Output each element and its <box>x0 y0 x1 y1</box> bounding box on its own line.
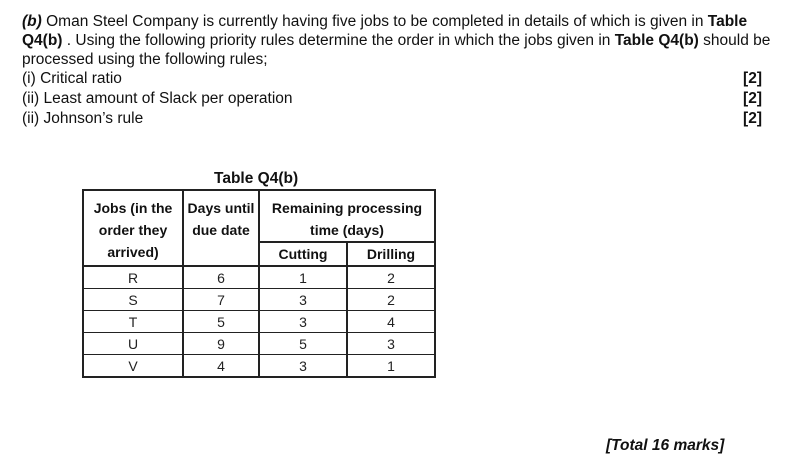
header-days-until-due: Days until due date <box>183 190 259 266</box>
table-row <box>83 289 435 311</box>
question-text <box>22 12 772 129</box>
cell-drilling: 3 <box>347 333 435 355</box>
cell-days: 7 <box>183 289 259 311</box>
header-remaining-processing-time: Remaining processing time (days) <box>259 190 435 242</box>
cell-cutting: 3 <box>259 355 347 378</box>
rule-item-critical-ratio <box>22 69 762 89</box>
rule-item-johnsons-rule <box>22 109 762 129</box>
cell-cutting: 1 <box>259 266 347 289</box>
total-marks: [Total 16 marks] <box>606 437 725 454</box>
rule-item-least-slack <box>22 89 762 109</box>
rule-text: (i) Critical ratio <box>22 70 122 87</box>
table-row <box>83 311 435 333</box>
cell-job: R <box>83 266 183 289</box>
rule-text: (ii) Johnson’s rule <box>22 110 144 127</box>
cell-cutting: 5 <box>259 333 347 355</box>
cell-job: U <box>83 333 183 355</box>
cell-job: T <box>83 311 183 333</box>
cell-job: V <box>83 355 183 378</box>
table-reference-1: Table Q4(b) <box>22 13 748 49</box>
cell-drilling: 2 <box>347 266 435 289</box>
rule-marks: [2] <box>743 110 762 127</box>
cell-days: 9 <box>183 333 259 355</box>
cell-job: S <box>83 289 183 311</box>
table-row <box>83 355 435 378</box>
table-caption: Table Q4(b) <box>214 170 299 187</box>
cell-days: 4 <box>183 355 259 378</box>
header-jobs: Jobs (in the order they arrived) <box>83 190 183 266</box>
header-drilling: Drilling <box>347 242 435 266</box>
intro-text-1: Oman Steel Company is currently having five jobs to be completed in details of which is given in <box>41 13 708 30</box>
header-cutting: Cutting <box>259 242 347 266</box>
cell-cutting: 3 <box>259 311 347 333</box>
intro-text-3: should be processed using the following rules; <box>22 32 771 68</box>
cell-days: 6 <box>183 266 259 289</box>
rule-text: (ii) Least amount of Slack per operation <box>22 90 293 107</box>
intro-text-2: . Using the following priority rules determine the order in which the jobs given in <box>62 32 615 49</box>
table-row <box>83 333 435 355</box>
cell-drilling: 4 <box>347 311 435 333</box>
question-intro <box>22 12 772 69</box>
question-label: (b) <box>22 13 42 30</box>
rule-marks: [2] <box>743 90 762 107</box>
jobs-table <box>82 189 436 378</box>
cell-drilling: 2 <box>347 289 435 311</box>
rule-marks: [2] <box>743 70 762 87</box>
cell-drilling: 1 <box>347 355 435 378</box>
cell-cutting: 3 <box>259 289 347 311</box>
table-row <box>83 266 435 289</box>
cell-days: 5 <box>183 311 259 333</box>
table-reference-2: Table Q4(b) <box>614 32 699 49</box>
